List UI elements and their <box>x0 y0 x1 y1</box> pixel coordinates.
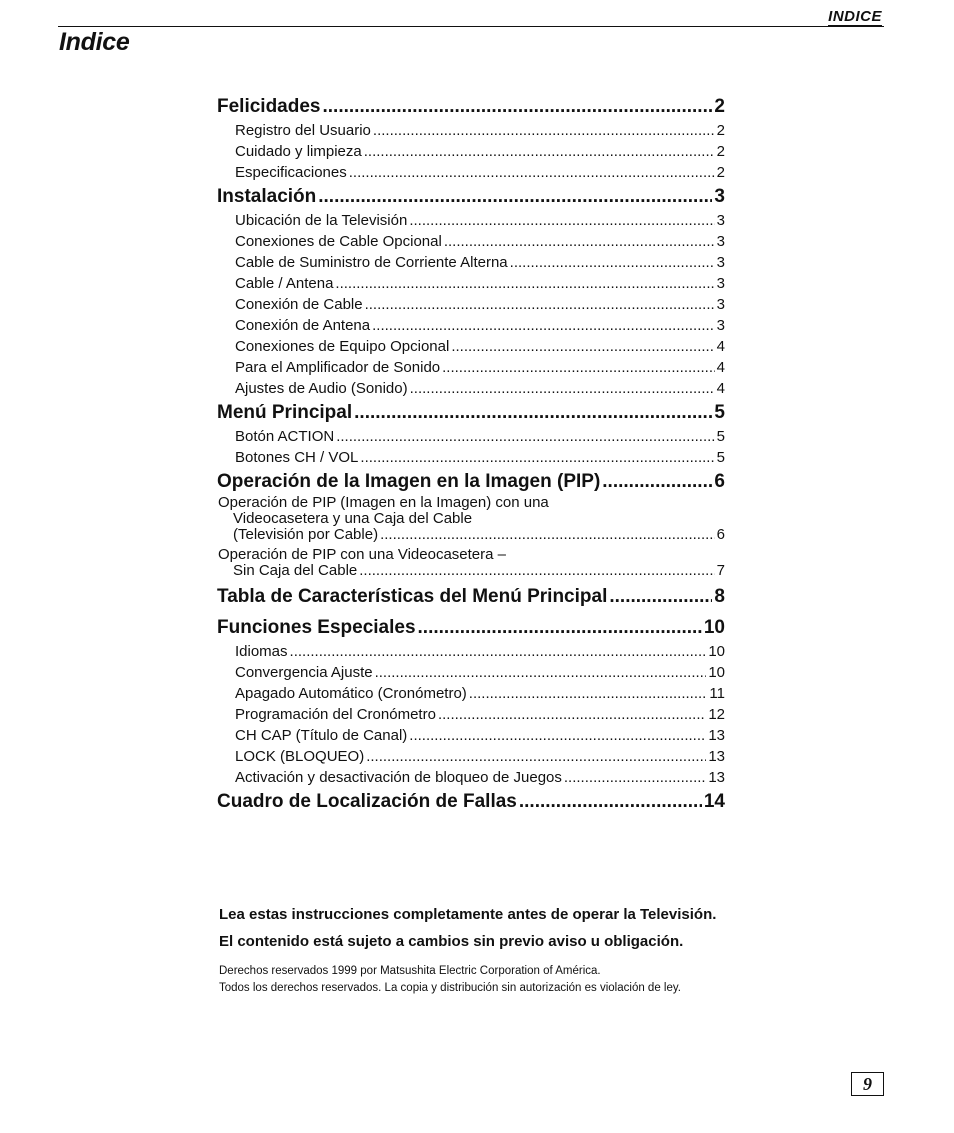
toc-item-page: 6 <box>716 526 725 543</box>
toc-section-funciones-especiales[interactable] <box>217 614 725 641</box>
toc-item-label: Sin Caja del Cable <box>233 562 358 579</box>
toc-section-title: Operación de la Imagen en la Imagen (PIP) <box>217 471 601 492</box>
toc-item-label: Registro del Usuario <box>235 122 371 139</box>
toc-item-page: 13 <box>708 727 725 744</box>
toc-item-page: 10 <box>708 664 725 681</box>
toc-item-label: Botón ACTION <box>235 428 335 445</box>
dot-leader <box>290 641 707 662</box>
dot-leader <box>438 704 706 725</box>
toc-item-page: 5 <box>716 428 725 445</box>
dot-leader <box>365 294 715 315</box>
toc-section-pip[interactable] <box>217 468 725 495</box>
dot-leader <box>375 662 707 683</box>
toc-item-page: 4 <box>716 380 725 397</box>
dot-leader <box>609 583 712 610</box>
toc-item[interactable] <box>217 767 725 788</box>
toc-item[interactable] <box>217 704 725 725</box>
toc-item-page: 4 <box>716 359 725 376</box>
dot-leader <box>444 231 715 252</box>
toc-item-line: Operación de PIP (Imagen en la Imagen) con una <box>218 494 549 511</box>
dot-leader <box>510 252 715 273</box>
toc-section-title: Funciones Especiales <box>217 617 416 638</box>
toc-item-line: Videocasetera y una Caja del Cable <box>233 510 473 527</box>
toc-item-multiline[interactable] <box>217 495 725 543</box>
toc-item-page: 2 <box>716 143 725 160</box>
toc-section-menu-principal[interactable] <box>217 399 725 426</box>
toc-item-label: Conexión de Cable <box>235 296 363 313</box>
toc-item-page: 2 <box>716 164 725 181</box>
toc-item-label: Botones CH / VOL <box>235 449 359 466</box>
toc-item-label: (Televisión por Cable) <box>233 526 379 543</box>
toc-section-title: Instalación <box>217 186 317 207</box>
dot-leader <box>418 614 702 641</box>
toc-item[interactable] <box>217 662 725 683</box>
toc-item[interactable] <box>217 162 725 183</box>
toc-item-label: Conexión de Antena <box>235 317 371 334</box>
toc-item-page: 3 <box>716 212 725 229</box>
toc-section-tabla[interactable] <box>217 583 725 610</box>
notice-line: El contenido está sujeto a cambios sin previo aviso u obligación. <box>219 933 684 950</box>
dot-leader <box>364 141 715 162</box>
dot-leader <box>451 336 714 357</box>
toc-item-page: 3 <box>716 233 725 250</box>
dot-leader <box>335 273 714 294</box>
dot-leader <box>519 788 702 815</box>
dot-leader <box>602 468 712 495</box>
dot-leader <box>409 210 714 231</box>
dot-leader <box>373 120 715 141</box>
dot-leader <box>318 183 712 210</box>
toc-item-label: Cuidado y limpieza <box>235 143 362 160</box>
toc-item-label: Conexiones de Equipo Opcional <box>235 338 450 355</box>
toc-item[interactable] <box>217 273 725 294</box>
dot-leader <box>380 527 715 543</box>
toc-item-label: LOCK (BLOQUEO) <box>235 748 365 765</box>
toc-section-title: Tabla de Características del Menú Principal <box>217 586 608 607</box>
toc-section-page: 10 <box>703 617 725 638</box>
toc-item[interactable] <box>217 725 725 746</box>
toc-item[interactable] <box>217 426 725 447</box>
toc-item[interactable] <box>217 378 725 399</box>
toc-item[interactable] <box>217 210 725 231</box>
header-rule <box>58 26 884 27</box>
toc-item-multiline[interactable] <box>217 547 725 579</box>
dot-leader <box>564 767 706 788</box>
notice <box>219 906 716 960</box>
toc-item[interactable] <box>217 447 725 468</box>
page-title: Indice <box>59 28 130 56</box>
toc-item[interactable] <box>217 641 725 662</box>
toc-item-label: Especificaciones <box>235 164 347 181</box>
toc-section-instalacion[interactable] <box>217 183 725 210</box>
toc-item-line: Operación de PIP con una Videocasetera – <box>218 546 506 563</box>
toc-item[interactable] <box>217 683 725 704</box>
dot-leader <box>442 357 715 378</box>
toc-item-label: Cable de Suministro de Corriente Alterna <box>235 254 508 271</box>
copyright-line: Todos los derechos reservados. La copia y distribución sin autorización es violación de ley. <box>219 982 681 994</box>
toc-item-label: Cable / Antena <box>235 275 334 292</box>
toc-section-page: 3 <box>714 186 725 207</box>
toc-item-label: Idiomas <box>235 643 288 660</box>
toc-item-page: 5 <box>716 449 725 466</box>
toc-section-page: 5 <box>714 402 725 423</box>
running-header: INDICE <box>828 8 882 25</box>
dot-leader <box>323 93 713 120</box>
toc-item-label: Ubicación de la Televisión <box>235 212 408 229</box>
dot-leader <box>409 725 706 746</box>
table-of-contents <box>217 93 725 815</box>
toc-item-page: 13 <box>708 769 725 786</box>
toc-item-label: Ajustes de Audio (Sonido) <box>235 380 408 397</box>
toc-item-page: 2 <box>716 122 725 139</box>
toc-item[interactable] <box>217 746 725 767</box>
dot-leader <box>360 447 714 468</box>
toc-item-page: 3 <box>716 317 725 334</box>
toc-item[interactable] <box>217 252 725 273</box>
toc-section-title: Menú Principal <box>217 402 353 423</box>
toc-item-label: Apagado Automático (Cronómetro) <box>235 685 467 702</box>
toc-item-page: 3 <box>716 254 725 271</box>
toc-section-felicidades[interactable] <box>217 93 725 120</box>
toc-item-page: 7 <box>716 562 725 579</box>
dot-leader <box>366 746 706 767</box>
dot-leader <box>359 563 714 579</box>
toc-section-localizacion-fallas[interactable] <box>217 788 725 815</box>
dot-leader <box>372 315 715 336</box>
toc-item-label: Activación y desactivación de bloqueo de Juegos <box>235 769 562 786</box>
toc-section-page: 2 <box>714 96 725 117</box>
toc-item[interactable] <box>217 120 725 141</box>
toc-section-title: Felicidades <box>217 96 321 117</box>
toc-item-label: CH CAP (Título de Canal) <box>235 727 408 744</box>
dot-leader <box>349 162 715 183</box>
page-number: 9 <box>851 1072 884 1096</box>
toc-item-page: 11 <box>709 685 725 702</box>
toc-item-page: 3 <box>716 296 725 313</box>
toc-item-page: 3 <box>716 275 725 292</box>
toc-item-label: Para el Amplificador de Sonido <box>235 359 441 376</box>
toc-item-page: 12 <box>708 706 725 723</box>
toc-item-page: 10 <box>708 643 725 660</box>
toc-section-page: 8 <box>714 586 725 607</box>
toc-item-label: Conexiones de Cable Opcional <box>235 233 442 250</box>
toc-item[interactable] <box>217 357 725 378</box>
toc-item[interactable] <box>217 141 725 162</box>
toc-item-label: Convergencia Ajuste <box>235 664 373 681</box>
dot-leader <box>469 683 708 704</box>
toc-section-title: Cuadro de Localización de Fallas <box>217 791 517 812</box>
copyright-notice <box>219 963 681 997</box>
notice-line: Lea estas instrucciones completamente antes de operar la Televisión. <box>219 906 717 923</box>
dot-leader <box>336 426 714 447</box>
toc-item[interactable] <box>217 315 725 336</box>
toc-item-page: 4 <box>716 338 725 355</box>
toc-item-page: 13 <box>708 748 725 765</box>
dot-leader <box>354 399 712 426</box>
toc-item[interactable] <box>217 294 725 315</box>
toc-item[interactable] <box>217 336 725 357</box>
toc-section-page: 6 <box>714 471 725 492</box>
toc-section-page: 14 <box>703 791 725 812</box>
toc-item-label: Programación del Cronómetro <box>235 706 436 723</box>
dot-leader <box>410 378 715 399</box>
toc-item[interactable] <box>217 231 725 252</box>
copyright-line: Derechos reservados 1999 por Matsushita Electric Corporation of América. <box>219 965 601 977</box>
